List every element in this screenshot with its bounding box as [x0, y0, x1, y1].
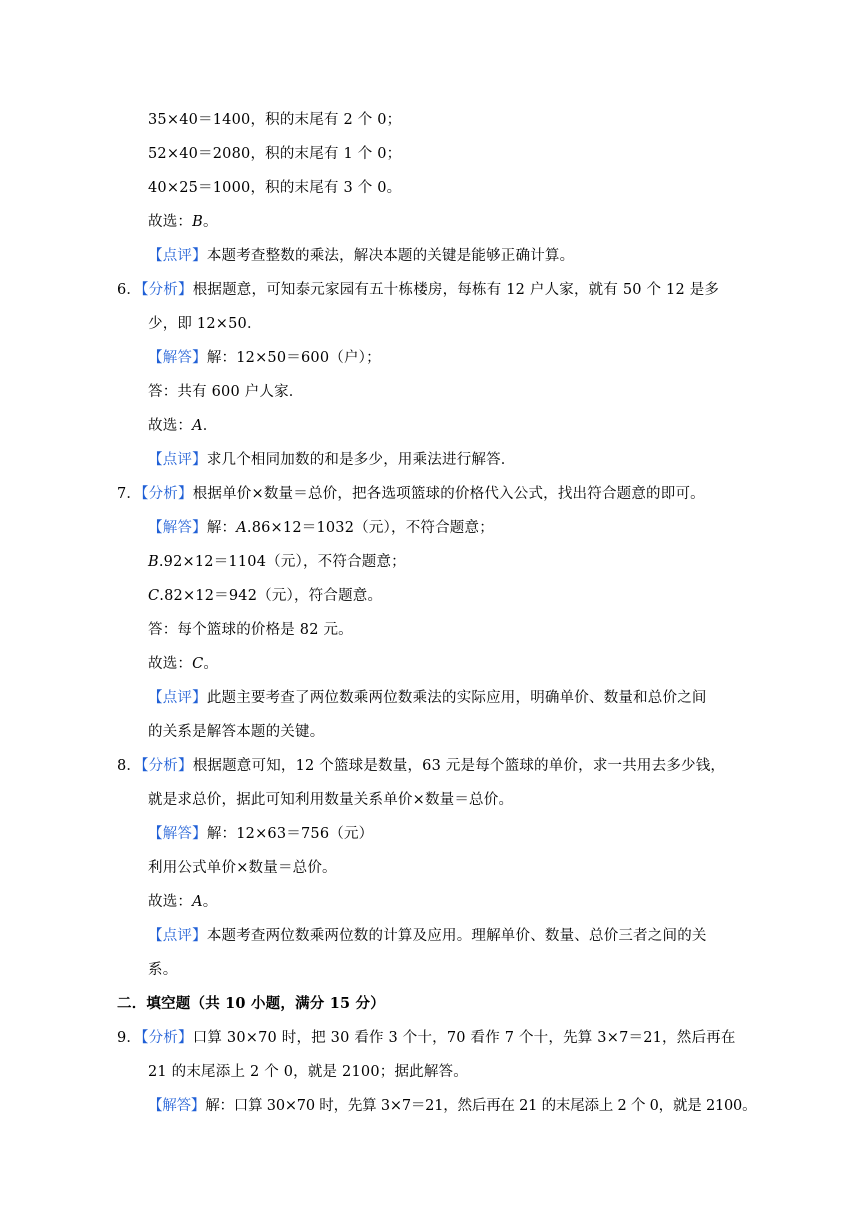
text-line: [148, 144, 401, 164]
text-line: [148, 722, 324, 742]
line-text: 答：共有 600 户人家．: [148, 384, 304, 400]
question-number: 6．: [117, 282, 142, 298]
line-prefix: 故选：: [148, 418, 193, 434]
solution-line: [148, 824, 373, 844]
comment-line: [148, 926, 707, 946]
text-line: [148, 314, 262, 334]
line-text: 求几个相同加数的和是多少，用乘法进行解答．: [206, 452, 516, 468]
answer-line: [148, 892, 217, 912]
answer-option: B: [192, 214, 203, 230]
text-line: [148, 790, 513, 810]
text-line: [148, 858, 337, 878]
solution-tag: 【解答】: [148, 350, 207, 366]
line-text: 本题考查两位数乘两位数的计算及应用。理解单价、数量、总价三者之间的关: [206, 928, 707, 944]
question-6-analysis: [117, 280, 719, 300]
section-heading: [117, 994, 385, 1014]
solution-line: [148, 1096, 756, 1116]
line-text: 利用公式单价×数量＝总价。: [148, 860, 337, 876]
line-text: 口算 30×70 时，把 30 看作 3 个十，70 看作 7 个十，先算 3×7＝21，然后再在: [192, 1030, 736, 1046]
line-suffix: 。: [202, 214, 218, 230]
text-line: [148, 586, 382, 606]
comment-tag: 【点评】: [148, 690, 207, 706]
comment-line: [148, 450, 516, 470]
line-suffix: ．: [202, 418, 218, 434]
line-text: 40×25＝1000，积的末尾有 3 个 0。: [148, 180, 402, 196]
text-line: [148, 110, 401, 130]
line-prefix: 故选：: [148, 214, 193, 230]
text-line: [148, 1062, 468, 1082]
question-7-analysis: [117, 484, 705, 504]
analysis-tag: 【分析】: [141, 486, 193, 502]
line-prefix: 故选：: [148, 656, 193, 672]
answer-line: [148, 416, 217, 436]
line-text: 根据题意可知，12 个篮球是数量，63 元是每个篮球的单价，求一共用去多少钱，: [192, 758, 726, 774]
line-text: 解：口算 30×70 时，先算 3×7＝21，然后再在 21 的末尾添上 2 个 0，就是 2100。: [205, 1098, 757, 1114]
comment-line: [148, 688, 707, 708]
solution-line: [148, 518, 494, 538]
line-text: 就是求总价，据此可知利用数量关系单价×数量＝总价。: [148, 792, 514, 808]
answer-option: C: [192, 656, 204, 672]
option-letter: A: [236, 520, 247, 536]
text-line: [148, 960, 177, 980]
line-suffix: .92×12＝1104（元），不符合题意；: [158, 554, 406, 570]
answer-option: A: [192, 894, 203, 910]
solution-tag: 【解答】: [148, 826, 207, 842]
line-text: 的关系是解答本题的关键。: [148, 724, 325, 740]
line-text: 35×40＝1400，积的末尾有 2 个 0；: [148, 112, 402, 128]
solution-tag: 【解答】: [148, 520, 207, 536]
line-text: 答：每个篮球的价格是 82 元。: [148, 622, 353, 638]
analysis-tag: 【分析】: [141, 1030, 193, 1046]
text-line: [148, 620, 353, 640]
line-suffix: 。: [202, 894, 218, 910]
comment-line: [148, 246, 574, 266]
line-text: 21 的末尾添上 2 个 0，就是 2100；据此解答。: [148, 1064, 468, 1080]
line-text: 此题主要考查了两位数乘两位数乘法的实际应用，明确单价、数量和总价之间: [206, 690, 707, 706]
line-text: 解：12×50＝600（户）；: [206, 350, 381, 366]
line-text: 52×40＝2080，积的末尾有 1 个 0；: [148, 146, 402, 162]
line-suffix: .86×12＝1032（元），不符合题意；: [246, 520, 494, 536]
solution-line: [148, 348, 381, 368]
question-number: 9．: [117, 1030, 142, 1046]
analysis-tag: 【分析】: [141, 758, 193, 774]
answer-line: [148, 212, 218, 232]
line-suffix: .82×12＝942（元），符合题意。: [159, 588, 383, 604]
line-text: 根据题意，可知泰元家园有五十栋楼房，每栋有 12 户人家，就有 50 个 12 是多: [192, 282, 720, 298]
option-letter: C: [148, 588, 160, 604]
comment-tag: 【点评】: [148, 928, 207, 944]
question-9-analysis: [117, 1028, 736, 1048]
text-line: [148, 552, 406, 572]
answer-option: A: [192, 418, 203, 434]
line-prefix: 故选：: [148, 894, 193, 910]
answer-line: [148, 654, 218, 674]
question-number: 8．: [117, 758, 142, 774]
line-text: 系。: [148, 962, 178, 978]
line-text: 本题考查整数的乘法，解决本题的关键是能够正确计算。: [206, 248, 575, 264]
section-title: 二．填空题（共 10 小题，满分 15 分）: [117, 995, 385, 1012]
text-line: [148, 382, 304, 402]
question-number: 7．: [117, 486, 142, 502]
line-text: 少，即 12×50．: [148, 316, 262, 332]
line-prefix: 解：: [206, 520, 237, 536]
line-suffix: 。: [203, 656, 219, 672]
analysis-tag: 【分析】: [141, 282, 193, 298]
line-text: 解：12×63＝756（元）: [206, 826, 374, 842]
solution-tag: 【解答】: [148, 1098, 206, 1114]
comment-tag: 【点评】: [148, 452, 207, 468]
comment-tag: 【点评】: [148, 248, 207, 264]
question-8-analysis: [117, 756, 725, 776]
line-text: 根据单价×数量＝总价，把各选项篮球的价格代入公式，找出符合题意的即可。: [192, 486, 705, 502]
text-line: [148, 178, 401, 198]
option-letter: B: [148, 554, 159, 570]
